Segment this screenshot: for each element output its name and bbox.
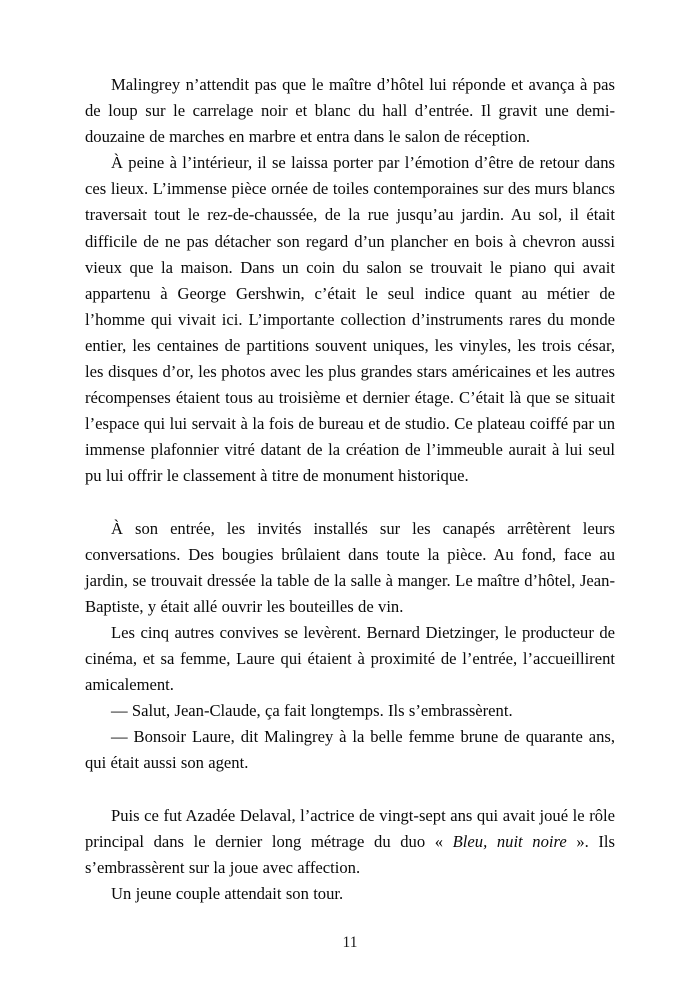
paragraph: Un jeune couple attendait son tour. [111,883,344,903]
paragraph: À son entrée, les invités installés sur les canapés arrêtèrent leurs conversations. Des bougies brûlaient dans toute la pièce. Au fond, face au jardin, se trouvait dressée la table de la salle à manger. Le maître d’hôtel, Jean-Baptiste, y était allé ouvrir les bouteilles de vin. [85,518,615,616]
paragraph-text-segment: Puis ce fut Azadée Delaval, l’actrice de vingt-sept ans qui avait joué le rôle principal dans le dernier long métrage du duo « [85,805,615,851]
paragraph [85,803,615,881]
dialogue-line: — Salut, Jean-Claude, ça fait longtemps. Ils s’embrassèrent. [111,701,513,721]
paragraph-text-segment: ». Ils s’embrassèrent sur la joue avec affection. [85,831,615,877]
film-title-italic: Bleu, nuit noire [452,831,567,851]
paragraph: Malingrey n’attendit pas que le maître d’hôtel lui réponde et avança à pas de loup sur le carrelage noir et blanc du hall d’entrée. Il gravit une demi-douzaine de marches en marbre et entra dans le salon de réception. [85,75,615,147]
page-number: 11 [342,934,358,951]
paragraph: À peine à l’intérieur, il se laissa porter par l’émotion d’être de retour dans ces lieux. L’immense pièce ornée de toiles contemporaines sur des murs blancs traversait tout le rez-de-chaussée, de la rue jusqu’au jardin. Au sol, il était difficile de ne pas détacher son regard d’un plancher en bois à chevron aussi vieux que la maison. Dans un coin du salon se trouvait le piano qui avait appartenu à George Gershwin, c’était le seul indice quant au métier de l’homme qui vivait ici. L’importante collection d’instruments rares du monde entier, les centaines de partitions souvent uniques, les vinyles, les trois césar, les disques d’or, les photos avec les plus grandes stars américaines et les autres récompenses étaient tous au troisième et dernier étage. C’était là que se situait l’espace qui lui servait à la fois de bureau et de studio. Ce plateau coiffé par un immense plafonnier vitré datant de la création de l’immeuble aurait à lui seul pu lui offrir le classement à titre de monument historique. [85,153,615,486]
paragraph: Les cinq autres convives se levèrent. Bernard Dietzinger, le producteur de cinéma, et sa femme, Laure qui étaient à proximité de l’entrée, l’accueillirent amicalement. [85,622,615,695]
dialogue-line: — Bonsoir Laure, dit Malingrey à la belle femme brune de quarante ans, qui était aussi son agent. [85,727,615,773]
page-text-block [85,72,615,907]
